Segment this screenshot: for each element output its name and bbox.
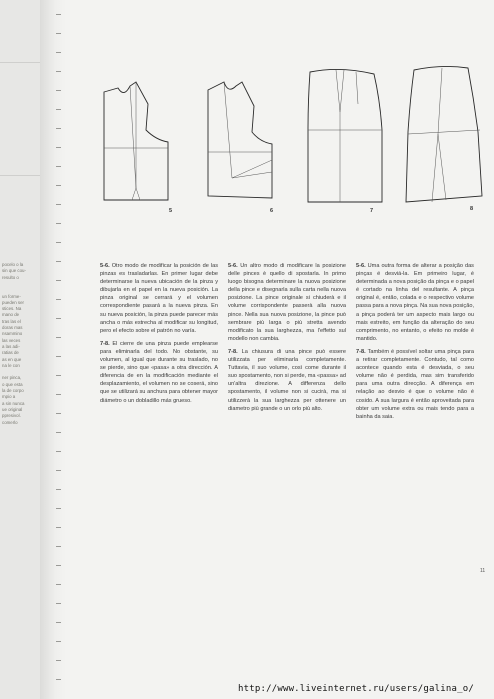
left-page-text-fragment: na le con [2,362,20,368]
skirt-pattern-8 [398,60,490,210]
left-page-text-fragment: tras las el [2,318,21,324]
margin-tick [56,318,61,319]
figure-5 [96,60,188,210]
figure-7 [300,60,392,210]
left-page-text-fragment: sin que cou- [2,268,26,274]
skirt-pattern-7 [300,60,392,210]
bodice-pattern-6 [198,60,290,210]
watermark-url[interactable]: http://www.liveinternet.ru/users/galina_o/ [238,684,474,694]
margin-tick [56,356,61,357]
left-page-text-fragment: la de corpo [2,388,24,393]
margin-tick [56,413,61,414]
margin-tick [56,337,61,338]
figure-number: 7 [370,208,374,214]
left-page-rule [0,62,40,63]
left-page-text-fragment: ppresivol. [2,413,21,419]
margin-tick [56,470,61,471]
margin-tick [56,394,61,395]
margin-tick [56,242,61,243]
text-column-spanish [100,262,218,410]
margin-tick [56,679,61,680]
margin-tick [56,261,61,262]
left-page-text-fragment: las veces [2,337,21,343]
paragraph: 5-6. Otro modo de modificar la posición de las pinzas es trasladarlas. En primer lugar debe determinarse la nueva ubicación de la pinza y dibujarla en el papel en la nueva posición. La pinza original se cerrará y el volumen correspondiente pasará a la nueva pinza. En su nueva posición, la pinza puede parecer más ancha o más estrecha al modificar su longitud, pero el efecto sobre el patrón no varía. [100,263,218,334]
margin-tick [56,565,61,566]
margin-tick [56,546,61,547]
paragraph: 7-8. La chiusura di una pince può essere utilizzata per eliminarla completamente. Tuttavia, il suo volume, così come durante il suo spostamento, non si perde, ma «passa» ad un'altra direzione. A differenza dello spostamento, il volume non si cucirà, ma si utilizzerà la sua larghezza per ottenere un diametro più grande o un orlo più alto. [228,348,347,412]
paragraph: 5-6. Un altro modo di modificare la posizione delle pinces è quello di spostarla. In primo luogo bisogna determinare la nuova posizione della pince e disegnarla sulla carta nella nuova posizione. La pince originale si chiuderà e il volume corrispondente passerà alla nuova pince. Nella sua nuova posizione, la pince può sembrare più larga o più stretta avendo modificato la sua larghezza, ma l'effetto sul modello non cambia. [228,263,346,342]
margin-tick [56,90,61,91]
left-page-text-fragment: mano de [2,312,20,318]
left-page-text-fragment: comerlo [2,419,18,425]
margin-tick [56,489,61,490]
text-column-italian [228,262,346,418]
margin-tick [56,641,61,642]
margin-tick [56,584,61,585]
left-page-text-fragment: a las adi- [2,343,20,349]
page-number: 11 [480,568,486,574]
figure-8 [398,60,490,210]
margin-ticks [56,0,66,699]
left-page-text-fragment: pocelo o la [2,262,24,267]
left-page-rule [0,175,40,176]
figure-6 [198,60,290,210]
margin-tick [56,622,61,623]
margin-tick [56,166,61,167]
left-page-text-fragment: mpio a [2,394,16,400]
margin-tick [56,14,61,15]
margin-tick [56,508,61,509]
margin-tick [56,147,61,148]
figure-number: 5 [169,208,173,214]
left-page-text-fragment: resulto o [2,274,19,280]
left-page-text-fragment: ner pinca, [2,375,22,381]
left-page-text-fragment: stices. Na [2,306,22,312]
margin-tick [56,375,61,376]
left-page-text-fragment: ratias de [2,350,19,356]
margin-tick [56,109,61,110]
left-page-text-fragment: o que esta [2,381,23,387]
left-page-text-fragment: nsammino [2,331,23,337]
text-column-portuguese [356,262,474,426]
left-page-text-fragment: ue original [2,406,23,412]
margin-tick [56,204,61,205]
margin-tick [56,223,61,224]
margin-tick [56,52,61,53]
left-page-text-fragment: a sin nunca [2,400,25,406]
left-page-text-fragment: doras mas [2,325,23,330]
margin-tick [56,280,61,281]
left-page-text-fragment: un forme- [2,293,21,299]
bodice-pattern-5 [96,60,188,210]
margin-tick [56,432,61,433]
margin-tick [56,33,61,34]
left-page-text-fragment: as en que [2,356,22,362]
margin-tick [56,128,61,129]
margin-tick [56,451,61,452]
margin-tick [56,71,61,72]
margin-tick [56,299,61,300]
figure-number: 8 [470,206,474,212]
margin-tick [56,660,61,661]
paragraph: 7-8. Também é possível soltar uma pinça para a retirar completamente. Contudo, tal como acontece quando esta é desviada, o seu volume não é perdida, mas sim transferido para uma outra direcção. A diferença em relação ao desvio é que o volume não é cosido. A sua largura é então aproveitada para obter um volume extra ou mais tendo para a bainha da saia. [356,348,474,420]
left-page-edge [0,0,41,699]
margin-tick [56,185,61,186]
figure-number: 6 [270,208,274,214]
margin-tick [56,603,61,604]
left-page-text-fragment: pueden ser [2,299,24,305]
margin-tick [56,527,61,528]
paragraph: 7-8. El cierre de una pinza puede emplearse para eliminarla del todo. No obstante, su volumen, al igual que durante su traslado, no se pierde, sino que «pasa» a otra dirección. A diferencia de en la modificación mediante el desplazamiento, el volumen no se coserá, sino que se utilizará su anchura para obtener mayor diámetro o un dobladillo más grueso. [100,340,218,404]
paragraph: 5-6. Uma outra forma de alterar a posição das pinças é desviá-la. Em primeiro lugar, é determinada a nova posição da pinça e o papel é cortado na linha del resultante. A pinça original é, então, colada e o respectivo volume passa para a nova pinça. Na sua nova posição, a pinça poderá ter um aspecto mais largo ou mais estreito, em função da alteração do seu comprimento, no entanto, o efeito no molde é mantido. [356,263,474,342]
